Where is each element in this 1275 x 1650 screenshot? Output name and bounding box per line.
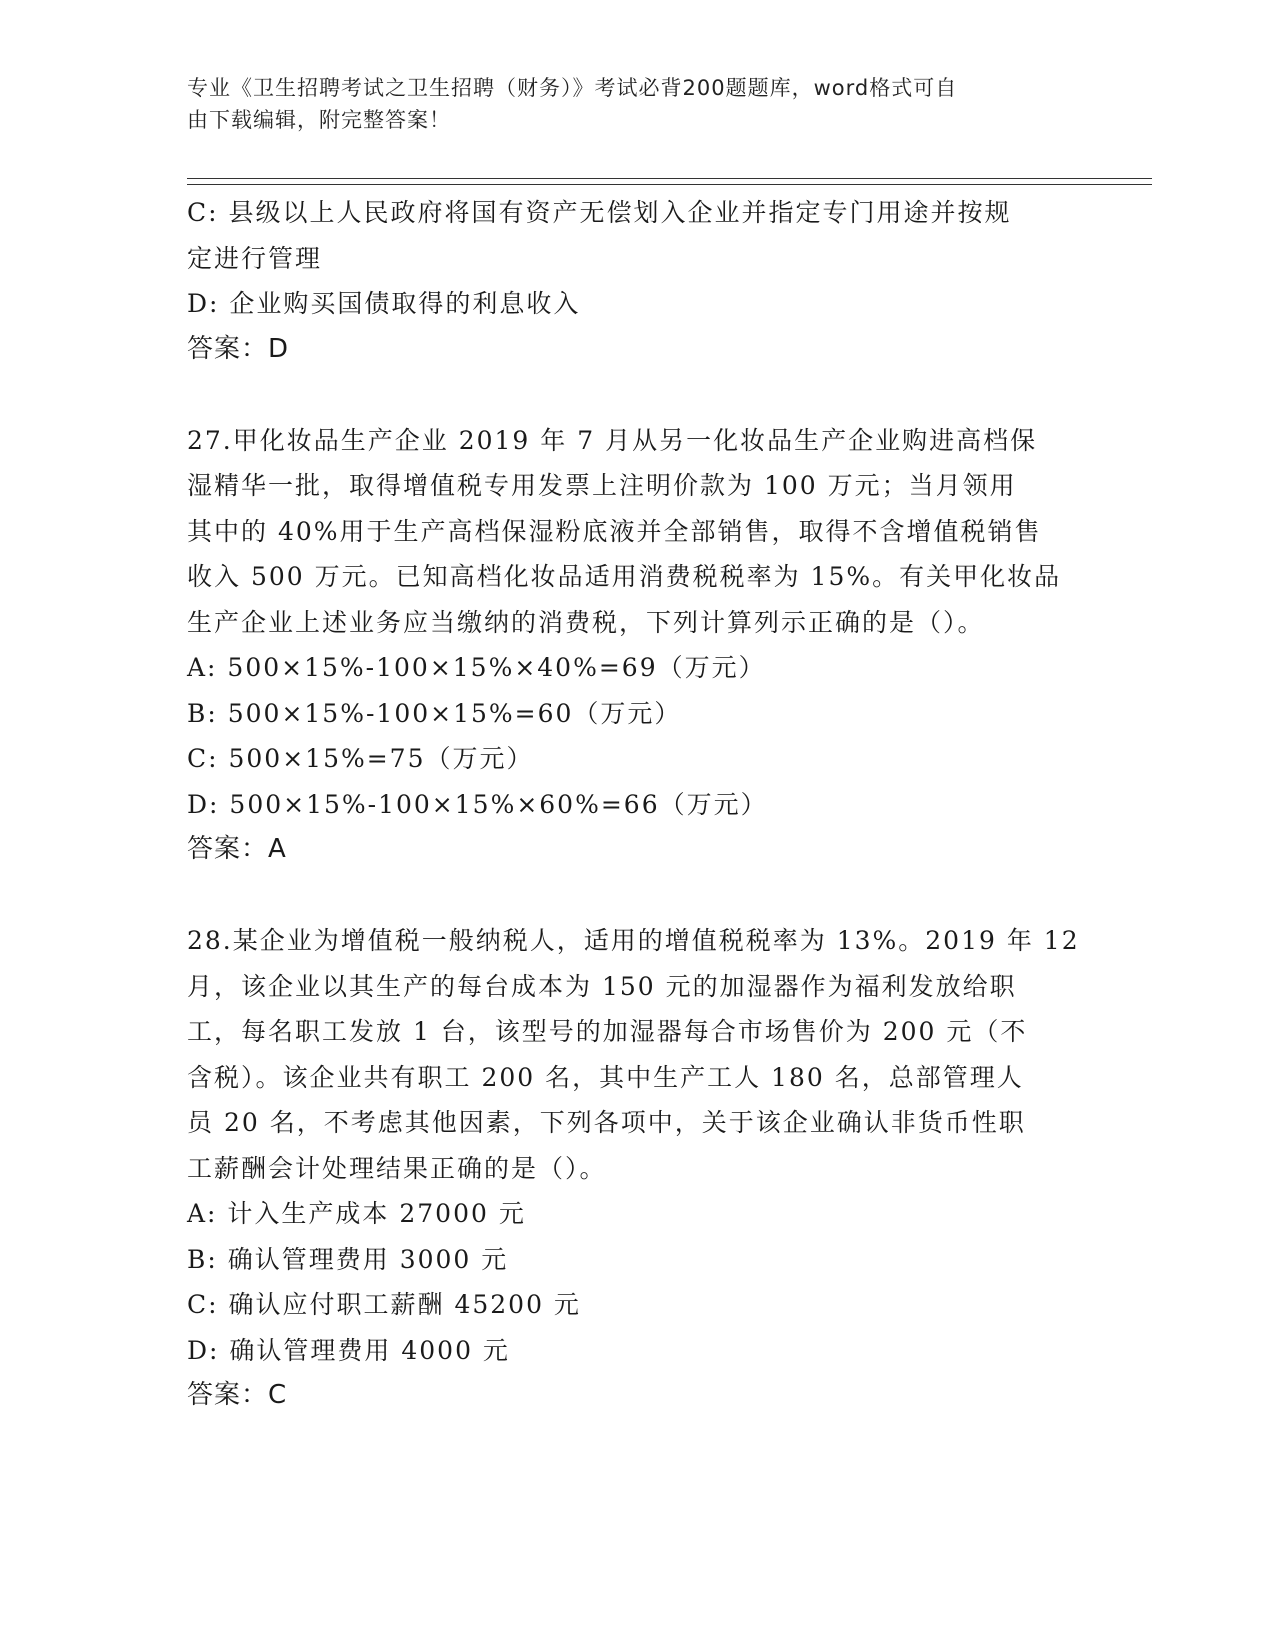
header-divider-top — [187, 178, 1152, 179]
question-27-stem-line-3: 其中的 40%用于生产高档保湿粉底液并全部销售，取得不含增值税销售 — [187, 516, 1042, 546]
answer-label: 答案：C — [187, 1380, 288, 1410]
question-27-stem-line-2: 湿精华一批，取得增值税专用发票上注明价款为 100 万元；当月领用 — [187, 471, 1017, 500]
document-body — [187, 190, 1087, 1419]
option-a: A: 500×15%-100×15%×40%=69（万元） — [187, 653, 766, 682]
option-d: D: 企业购买国债取得的利息收入 — [187, 289, 581, 318]
question-27-stem-line-5: 生产企业上述业务应当缴纳的消费税，下列计算列示正确的是（）。 — [187, 607, 985, 637]
option-d: D: 确认管理费用 4000 元 — [187, 1335, 510, 1365]
question-28-stem-line-1: 28.某企业为增值税一般纳税人，适用的增值税税率为 13%。2019 年 12 — [187, 926, 1080, 955]
option-a: A: 计入生产成本 27000 元 — [187, 1199, 526, 1228]
option-b: B: 500×15%-100×15%=60（万元） — [187, 698, 682, 728]
option-c-line-2: 定进行管理 — [187, 243, 323, 273]
question-27-stem-line-4: 收入 500 万元。已知高档化妆品适用消费税税率为 15%。有关甲化妆品 — [187, 562, 1062, 591]
question-28-stem-line-2: 月，该企业以其生产的每台成本为 150 元的加湿器作为福利发放给职 — [187, 971, 1017, 1001]
option-d: D: 500×15%-100×15%×60%=66（万元） — [187, 789, 768, 819]
header-line-1: 专业《卫生招聘考试之卫生招聘（财务）》考试必背200题题库，word格式可自 — [187, 76, 958, 100]
spacer — [187, 873, 1087, 919]
option-c: C: 确认应付职工薪酬 45200 元 — [187, 1290, 581, 1319]
question-27 — [187, 418, 1087, 873]
question-28-stem-line-4: 含税）。该企业共有职工 200 名，其中生产工人 180 名，总部管理人 — [187, 1062, 1024, 1092]
question-26-tail — [187, 190, 1087, 372]
question-28-stem-line-5: 员 20 名，不考虑其他因素，下列各项中，关于该企业确认非货币性职 — [187, 1108, 1026, 1137]
header-line-2: 由下载编辑，附完整答案！ — [187, 108, 451, 132]
document-header — [187, 72, 1067, 136]
option-b: B: 确认管理费用 3000 元 — [187, 1244, 509, 1274]
option-c-line-1: C: 县级以上人民政府将国有资产无偿划入企业并指定专门用途并按规 — [187, 198, 1012, 227]
question-28 — [187, 918, 1087, 1419]
spacer — [187, 372, 1087, 418]
header-divider-bottom — [187, 184, 1152, 185]
question-27-stem-line-1: 27.甲化妆品生产企业 2019 年 7 月从另一化妆品生产企业购进高档保 — [187, 425, 1038, 455]
answer-label: 答案：A — [187, 834, 287, 864]
question-28-stem-line-6: 工薪酬会计处理结果正确的是（）。 — [187, 1153, 607, 1183]
option-c: C: 500×15%=75（万元） — [187, 744, 534, 773]
answer-label: 答案：D — [187, 333, 290, 364]
question-28-stem-line-3: 工，每名职工发放 1 台，该型号的加湿器每合市场售价为 200 元（不 — [187, 1017, 1028, 1046]
